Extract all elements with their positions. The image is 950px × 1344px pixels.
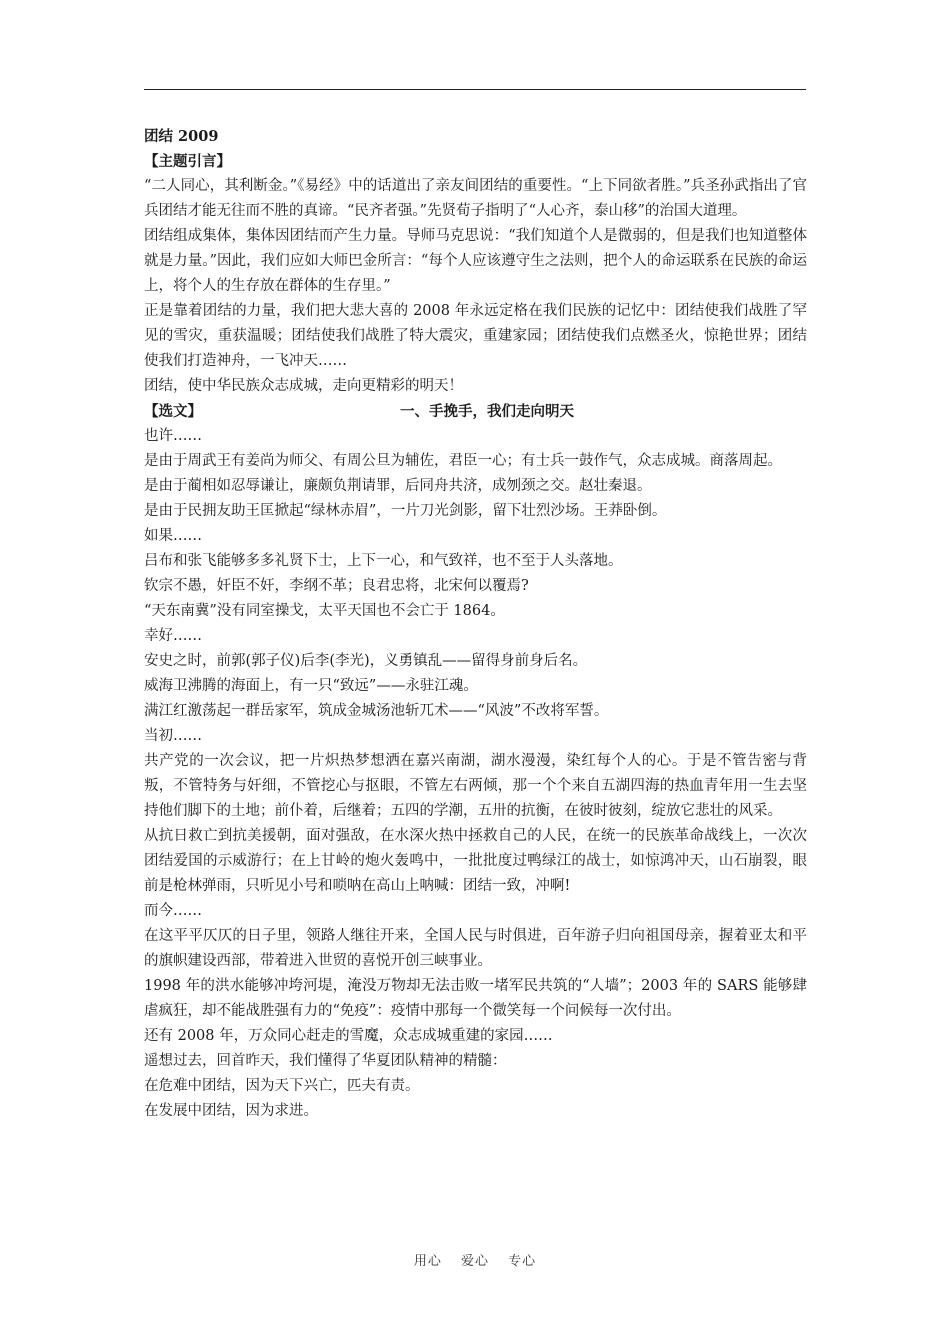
selection-paragraph: 在发展中团结，因为求进。 xyxy=(144,1103,318,1119)
selection-heading-line xyxy=(144,399,807,424)
selection-paragraph: 而今…… xyxy=(144,903,202,919)
footer-item: 用心 xyxy=(413,1254,442,1269)
selection-paragraph: 如果…… xyxy=(144,528,202,544)
selection-paragraph: 钦宗不愚，奸臣不奸，李纲不革；良君忠将，北宋何以覆焉? xyxy=(144,578,529,594)
document-body xyxy=(144,124,807,1124)
intro-paragraph: “二人同心，其利断金。”《易经》中的话道出了亲友间团结的重要性。“上下同欲者胜。”兵圣孙武指出了官兵团结才能无往而不胜的真谛。“民齐者强。”先贤荀子指明了“人心齐，泰山移”的治国大道理。 xyxy=(144,178,807,219)
selection-paragraph: 是由于蔺相如忍辱谦让，廉颇负荆请罪，后同舟共济，成刎颈之交。赵壮秦退。 xyxy=(144,478,652,494)
selection-paragraph: 威海卫沸腾的海面上，有一只“致远”——永驻江魂。 xyxy=(144,678,478,694)
selection-paragraph: 幸好…… xyxy=(144,628,202,644)
section-heading-intro: 【主题引言】 xyxy=(144,153,231,170)
selection-paragraph: 在这平平仄仄的日子里，领路人继往开来，全国人民与时俱进，百年游子归向祖国母亲，握着亚太和平的旗帜建设西部，带着进入世贸的喜悦开创三峡事业。 xyxy=(144,928,807,969)
intro-paragraph: 团结，使中华民族众志成城，走向更精彩的明天！ xyxy=(144,378,463,394)
selection-paragraph: “天东南冀”没有同室操戈，太平天国也不会亡于 1864。 xyxy=(144,603,505,619)
document-title: 团结 2009 xyxy=(144,128,219,145)
selection-paragraph: 当初…… xyxy=(144,728,202,744)
intro-paragraph: 团结组成集体，集体因团结而产生力量。导师马克思说：“我们知道个人是微弱的，但是我们也知道整体就是力量。”因此，我们应如大师巴金所言：“每个人应该遵守生之法则，把个人的命运联系在民族的命运上，将个人的生存放在群体的生存里。” xyxy=(144,228,807,294)
selection-paragraph: 从抗日救亡到抗美援朝，面对强敌，在水深火热中拯救自己的人民，在统一的民族革命战线上，一次次团结爱国的示威游行；在上甘岭的炮火轰鸣中，一批批度过鸭绿江的战士，如惊鸿冲天，山石崩裂，眼前是枪林弹雨，只听见小号和唢呐在高山上呐喊：团结一致，冲啊! xyxy=(144,828,807,894)
header-rule xyxy=(144,89,806,90)
selection-paragraph: 还有 2008 年，万众同心赶走的雪魔，众志成城重建的家园…… xyxy=(144,1028,553,1044)
page-footer xyxy=(0,1250,950,1269)
selection-paragraph: 在危难中团结，因为天下兴亡，匹夫有责。 xyxy=(144,1078,420,1094)
selection-paragraph: 1998 年的洪水能够冲垮河堤，淹没万物却无法击败一堵军民共筑的“人墙”；2003 年的 SARS 能够肆虐疯狂，却不能战胜强有力的“免疫”：疫情中那每一个微笑每一个问候每一次付出。 xyxy=(144,978,807,1019)
selection-paragraph: 也许…… xyxy=(144,428,202,444)
selection-paragraph: 遥想过去，回首昨天，我们懂得了华夏团队精神的精髓： xyxy=(144,1053,507,1069)
selection-paragraph: 满江红激荡起一群岳家军，筑成金城汤池斩兀术——“风波”不改将军誓。 xyxy=(144,703,609,719)
section-heading-selection: 【选文】 xyxy=(144,403,202,420)
selection-paragraph: 是由于周武王有姜尚为师父、有周公旦为辅佐，君臣一心；有士兵一鼓作气，众志成城。商落周起。 xyxy=(144,453,782,469)
selection-title: 一、手挽手，我们走向明天 xyxy=(400,403,574,420)
selection-paragraph: 吕布和张飞能够多多礼贤下士，上下一心，和气致祥，也不至于人头落地。 xyxy=(144,553,623,569)
footer-item: 爱心 xyxy=(460,1254,489,1269)
selection-paragraph: 安史之时，前郭(郭子仪)后李(李光)，义勇镇乱——留得身前身后名。 xyxy=(144,653,588,669)
intro-paragraph: 正是靠着团结的力量，我们把大悲大喜的 2008 年永远定格在我们民族的记忆中：团结使我们战胜了罕见的雪灾，重获温暖；团结使我们战胜了特大震灾，重建家园；团结使我们点燃圣火，惊艳世界；团结使我们打造神舟，一飞冲天…… xyxy=(144,303,807,369)
selection-paragraph: 共产党的一次会议，把一片炽热梦想洒在嘉兴南湖，湖水漫漫，染红每个人的心。于是不管告密与背叛，不管特务与奸细，不管挖心与抠眼，不管左右两倾，那一个个来自五湖四海的热血青年用一生去坚持他们脚下的土地；前仆着，后继着；五四的学潮，五卅的抗衡，在彼时彼刻，绽放它悲壮的风采。 xyxy=(144,753,807,819)
selection-paragraph: 是由于民拥友助王匡掀起“绿林赤眉”，一片刀光剑影，留下壮烈沙场。王莽卧倒。 xyxy=(144,503,667,519)
footer-item: 专心 xyxy=(508,1254,537,1269)
